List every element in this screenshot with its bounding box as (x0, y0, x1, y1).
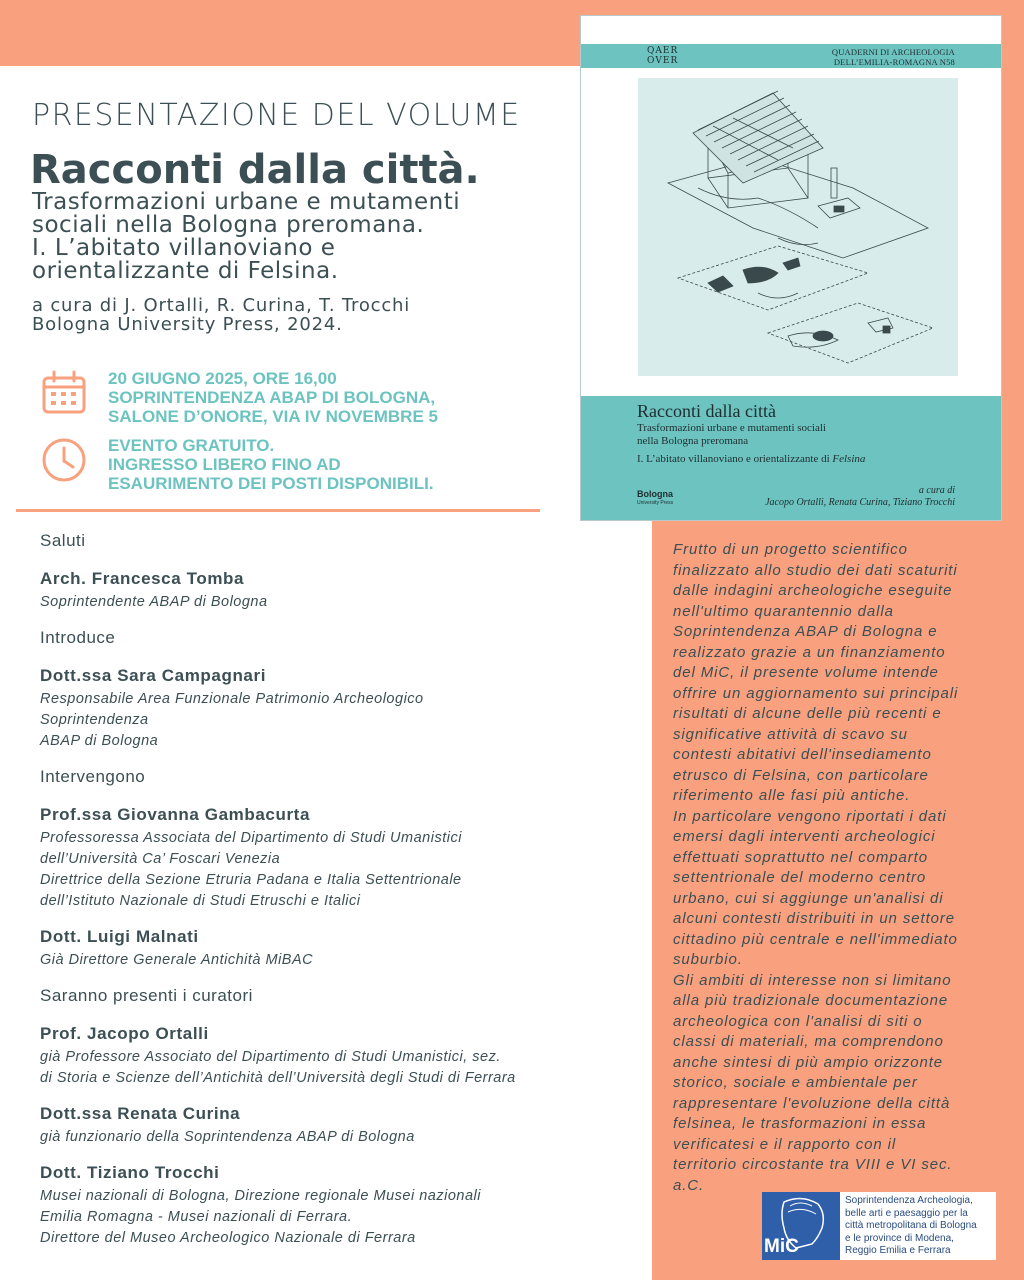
section-label-saluti: Saluti (40, 531, 86, 550)
abstract-line: riferimento alle fasi più antiche. (673, 787, 911, 804)
speaker-role: Già Direttore Generale Antichità MiBAC (40, 952, 314, 968)
speaker-role: Direttore del Museo Archeologico Nazionale di Ferrara (40, 1230, 416, 1246)
cover-volume-line: I. L’abitato villanoviano e orientalizzante di Felsina (637, 453, 866, 465)
section-label-introduce: Introduce (40, 628, 116, 647)
speaker-role: già Professore Associato del Dipartimento di Studi Umanistici, sez. (40, 1049, 501, 1065)
speaker-name: Dott. Tiziano Trocchi (40, 1163, 220, 1182)
cover-series-line: DELL’EMILIA-ROMAGNA N58 (833, 57, 955, 67)
section-divider (16, 509, 540, 512)
abstract-line: offrire un aggiornamento sui principali (673, 684, 959, 702)
event-date-text (108, 369, 438, 426)
abstract-line: Gli ambiti di interesse non si limitano (673, 971, 952, 989)
speaker-role: Professoressa Associata del Dipartimento di Studi Umanistici (40, 830, 462, 846)
cover-publisher-logo (637, 490, 673, 508)
entry-line: ESAURIMENTO DEI POSTI DISPONIBILI. (108, 474, 434, 493)
cover-subtitle (637, 422, 865, 466)
calendar-icon (40, 369, 88, 417)
entry-line: EVENTO GRATUITO. (108, 436, 275, 455)
subtitle-line: I. L’abitato villanoviano e (32, 235, 336, 261)
event-venue-line: SOPRINTENDENZA ABAP DI BOLOGNA, (108, 388, 436, 407)
event-address-line: SALONE D’ONORE, VIA IV NOVEMBRE 5 (108, 407, 438, 426)
abstract-line: a.C. (673, 1176, 705, 1194)
abstract-line: Frutto di un progetto scientifico (673, 541, 908, 558)
subtitle-line: sociali nella Bologna preromana. (32, 212, 425, 238)
book-title: Racconti dalla città. (30, 147, 480, 193)
cover-series-logo (647, 46, 678, 66)
speaker-role: già funzionario della Soprintendenza ABAP di Bologna (40, 1129, 415, 1145)
cover-subtitle-line: Trasformazioni urbane e mutamenti sociali (637, 422, 826, 434)
mic-logo-text: MiC (764, 1236, 799, 1257)
cover-publisher-sub: University Press (637, 500, 674, 506)
abstract-line: In particolare vengono riportati i dati (673, 807, 947, 825)
abstract-line: contesti abitativi dell'insediamento (673, 746, 932, 763)
cover-title: Racconti dalla città (637, 401, 776, 421)
abstract-line: felsinea, le trasformazioni in essa (673, 1115, 927, 1132)
speaker-role: dell’Università Ca’ Foscari Venezia (40, 851, 281, 867)
cover-series-title (832, 47, 955, 67)
cover-series-line: QUADERNI DI ARCHEOLOGIA (831, 47, 955, 57)
abstract-line: alla più tradizionale documentazione (673, 992, 949, 1009)
clock-icon (40, 436, 88, 484)
speaker-name: Dott.ssa Renata Curina (40, 1104, 241, 1123)
abstract-line: Soprintendenza ABAP di Bologna e (673, 623, 938, 640)
mic-logo (762, 1192, 840, 1260)
abstract-line: significative attività di scavo su (673, 725, 908, 743)
speaker (40, 804, 640, 912)
credits-line: Bologna University Press, 2024. (32, 314, 343, 335)
cover-authors-names: Jacopo Ortalli, Renata Curina, Tiziano Trocchi (765, 497, 955, 508)
ministry-logo-box (762, 1192, 996, 1260)
entry-line: INGRESSO LIBERO FINO AD (108, 455, 341, 474)
abstract-line: territorio circostante tra VIII e VI sec. (673, 1156, 953, 1173)
speaker-role: Responsabile Area Funzionale Patrimonio Archeologico (40, 691, 424, 707)
org-line: e le province di Modena, (845, 1232, 954, 1244)
event-entry-text (108, 436, 434, 493)
speaker-name: Arch. Francesca Tomba (40, 569, 245, 588)
speaker-role: di Storia e Scienze dell’Antichità dell’Università degli Studi di Ferrara (40, 1070, 516, 1086)
speaker-role: dell’Istituto Nazionale di Studi Etruschi e Italici (40, 893, 361, 909)
abstract-line: del MiC, il presente volume intende (673, 664, 939, 681)
cover-logo-top: QAER (647, 46, 679, 56)
pre-title: PRESENTAZIONE DEL VOLUME (32, 98, 521, 133)
abstract-line: anche sintesi di più ampio orizzonte (673, 1053, 944, 1071)
abstract-line: storico, sociale e ambientale per (673, 1074, 918, 1091)
section-label-curatori: Saranno presenti i curatori (40, 986, 253, 1005)
speaker-role: ABAP di Bologna (40, 733, 159, 749)
program (40, 530, 640, 1263)
ministry-org-name (845, 1195, 977, 1258)
event-date-line: 20 GIUGNO 2025, ORE 16,00 (108, 369, 337, 388)
speaker-name: Prof. Jacopo Ortalli (40, 1024, 209, 1043)
section-label-intervengono: Intervengono (40, 767, 146, 786)
book-subtitle (32, 191, 572, 283)
speaker-role: Emilia Romagna - Musei nazionali di Ferrara. (40, 1209, 353, 1225)
speaker-role: Musei nazionali di Bologna, Direzione regionale Musei nazionali (40, 1188, 481, 1204)
archaeological-drawing (638, 78, 958, 376)
abstract-line: suburbio. (673, 951, 743, 968)
speaker-role: Soprintendenza (40, 712, 149, 728)
book-cover (580, 15, 1002, 521)
speaker (40, 926, 640, 971)
cover-logo-bottom: ΟVΕR (647, 56, 679, 66)
org-line: città metropolitana di Bologna (845, 1220, 977, 1231)
cover-publisher-name: Bologna (637, 489, 673, 499)
speaker (40, 568, 640, 613)
speaker (40, 1103, 640, 1148)
subtitle-line: Trasformazioni urbane e mutamenti (32, 189, 461, 215)
abstract-line: urbano, cui si aggiunge un'analisi di (673, 889, 944, 907)
abstract-line: alcuni contesti distribuiti in un settore (673, 910, 956, 927)
cover-subtitle-line: nella Bologna preromana (637, 435, 749, 447)
abstract-line: archeologica con l'analisi di siti o (673, 1012, 923, 1030)
cover-illustration (638, 78, 958, 376)
speaker (40, 665, 640, 752)
speaker (40, 1162, 640, 1249)
abstract-line: classi di materiali, ma comprendono (673, 1033, 944, 1050)
speaker-name: Dott.ssa Sara Campagnari (40, 666, 267, 685)
abstract-line: rappresentare l'evoluzione della città (673, 1094, 951, 1112)
org-line: Reggio Emilia e Ferrara (845, 1245, 951, 1256)
abstract-line: dalle indagini archeologiche eseguite (673, 582, 953, 599)
abstract-line: verificatesi e il rapporto con il (673, 1135, 897, 1153)
event-date-block (40, 369, 560, 429)
speaker-role: Soprintendente ABAP di Bologna (40, 594, 268, 610)
speaker-role: Direttrice della Sezione Etruria Padana e Italia Settentrionale (40, 872, 462, 888)
abstract-line: emersi dagli interventi archeologici (673, 828, 936, 845)
abstract-line: etrusco di Felsina, con particolare (673, 766, 929, 784)
credits-line: a cura di J. Ortalli, R. Curina, T. Trocchi (32, 295, 411, 316)
subtitle-line: orientalizzante di Felsina. (32, 258, 339, 284)
org-line: belle arti e paesaggio per la (845, 1207, 968, 1219)
abstract-line: effettuati soprattutto nel comparto (673, 848, 928, 866)
abstract-line: nell'ultimo quarantennio dalla (673, 602, 894, 620)
book-credits (32, 296, 410, 334)
book-abstract (673, 540, 1007, 1196)
speaker-name: Prof.ssa Giovanna Gambacurta (40, 805, 310, 824)
abstract-line: realizzato grazie a un finanziamento (673, 643, 946, 661)
cover-authors (765, 485, 955, 509)
abstract-line: settentrionale del moderno centro (673, 869, 927, 886)
speaker-name: Dott. Luigi Malnati (40, 927, 199, 946)
abstract-line: finalizzato allo studio dei dati scaturiti (673, 561, 958, 579)
event-entry-block (40, 436, 560, 496)
speaker (40, 1023, 640, 1089)
abstract-line: cittadino più centrale e nell'immediato (673, 930, 958, 948)
org-line: Soprintendenza Archeologia, (845, 1195, 973, 1206)
cover-authors-label: a cura di (918, 485, 955, 496)
abstract-line: risultati di alcune delle più recenti e (673, 705, 942, 722)
